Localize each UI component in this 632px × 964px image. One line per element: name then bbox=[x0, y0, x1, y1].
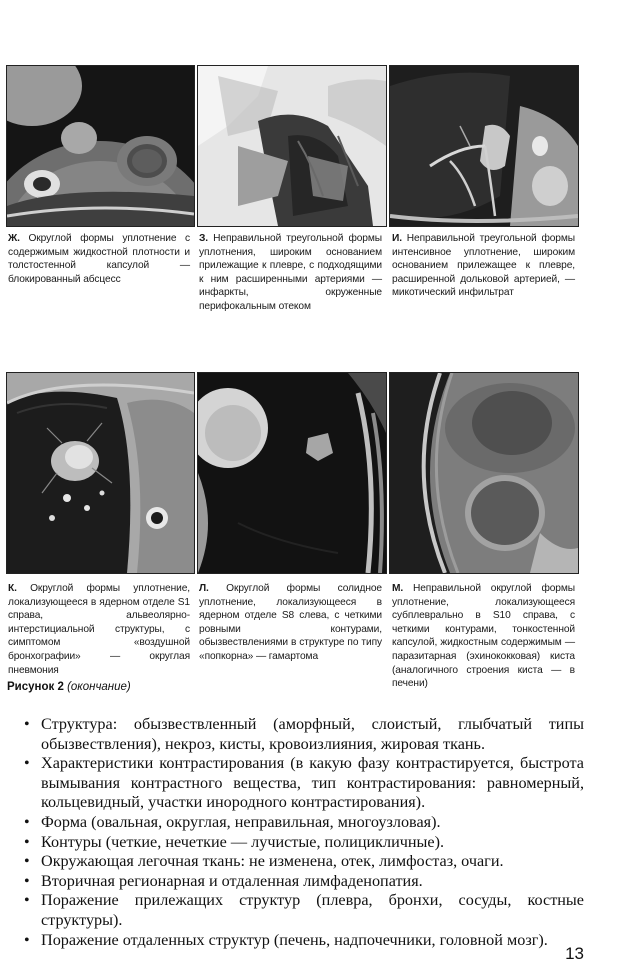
list-item: • Характеристики контрастирования (в какую фазу контрастируется, быстрота вымывания контрастного вещества, тип контрастирования: равномерный, кольцевидный, участки инородного контрастирования). bbox=[22, 754, 584, 813]
ct-image-m bbox=[389, 372, 579, 574]
figure-note: (окончание) bbox=[67, 681, 131, 693]
criteria-list bbox=[22, 715, 584, 950]
ct-scan-mycotic-infiltrate bbox=[390, 66, 578, 226]
ct-scan-hamartoma bbox=[198, 373, 386, 573]
list-item: • Форма (овальная, округлая, неправильная, многоузловая). bbox=[22, 813, 584, 833]
ct-image-l bbox=[197, 372, 387, 574]
caption-i bbox=[392, 232, 575, 300]
caption-letter: Л. bbox=[199, 583, 209, 594]
caption-text: Неправильной треугольной формы интенсивное уплотнение, широким основанием прилежащее к плевре, расширенной дольковой артерией, — микотический инфильтрат bbox=[392, 233, 576, 299]
caption-letter: И. bbox=[392, 233, 402, 244]
list-item: • Поражение отдаленных структур (печень, надпочечники, головной мозг). bbox=[22, 931, 584, 951]
caption-zh bbox=[8, 232, 190, 286]
caption-l bbox=[199, 582, 382, 664]
caption-text: Округлой формы солидное уплотнение, локализующееся в ядерном отделе S8 слева, с четкими ровными контурами, обызвествлениями в структуре по типу «попкорна» — гамартома bbox=[199, 583, 382, 662]
ct-scan-echinococcal-cyst bbox=[390, 373, 578, 573]
caption-z bbox=[199, 232, 382, 314]
ct-image-k bbox=[6, 372, 195, 574]
list-item: • Структура: обызвествленный (аморфный, слоистый, глыбчатый типы обызвествления), некроз, кисты, кровоизлияния, жировая ткань. bbox=[22, 715, 584, 754]
ct-image-z bbox=[197, 65, 387, 227]
ct-image-zh bbox=[6, 65, 195, 227]
list-item: • Окружающая легочная ткань: не изменена, отек, лимфостаз, очаги. bbox=[22, 852, 584, 872]
caption-letter: К. bbox=[8, 583, 17, 594]
caption-letter: М. bbox=[392, 583, 404, 594]
caption-text: Неправильной треугольной формы уплотнения, широким основанием прилежащие к плевре, с подходящими к ним расширенными артериями — инфаркты, окруженные перифокальным отеком bbox=[199, 233, 383, 312]
caption-text: Округлой формы уплотнение с содержимым жидкостной плотности и толстостенной капсулой — блокированный абсцесс bbox=[8, 233, 190, 285]
caption-text: Округлой формы уплотнение, локализующееся в ядерном отделе S1 справа, альвеолярно-интерстициальной структуры, с симптомом «воздушной бронхографии» — округлая пневмония bbox=[8, 583, 190, 676]
caption-letter: Ж. bbox=[8, 233, 20, 244]
ct-scan-round-pneumonia bbox=[7, 373, 194, 573]
list-item: • Вторичная регионарная и отдаленная лимфаденопатия. bbox=[22, 872, 584, 892]
ct-image-i bbox=[389, 65, 579, 227]
caption-text: Неправильной округлой формы уплотнение, локализующееся субплеврально в S10 справа, с четкими контурами, тонкостенной капсулой, жидкостным содержимым — паразитарная (эхинококковая) киста (аналогичного строения киста — в печени) bbox=[392, 583, 576, 690]
list-item: • Поражение прилежащих структур (плевра, бронхи, сосуды, костные структуры). bbox=[22, 891, 584, 930]
caption-k bbox=[8, 582, 190, 677]
caption-m bbox=[392, 582, 575, 691]
caption-letter: З. bbox=[199, 233, 209, 244]
ct-scan-abscess bbox=[7, 66, 194, 226]
figure-label: Рисунок 2 bbox=[7, 681, 64, 693]
figure-title bbox=[7, 681, 131, 693]
ct-scan-infarcts bbox=[198, 66, 386, 226]
list-item: • Контуры (четкие, нечеткие — лучистые, полицикличные). bbox=[22, 833, 584, 853]
page-number: 13 bbox=[565, 944, 584, 963]
